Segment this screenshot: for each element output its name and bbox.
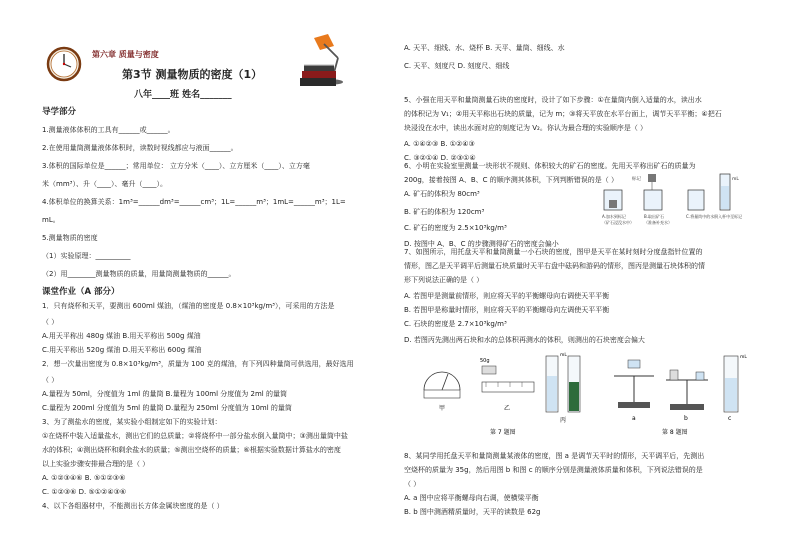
left-line: 以上实验步骤安排最合理的是（ ） [42,460,150,468]
left-line: 4.体积单位的换算关系：1m³=______dm³=______cm³；1L=______m³；1mL=______m³；1L= [42,198,346,206]
label-a: a [632,415,636,422]
right-line: C. 矿石的密度为 2.5×10³kg/m³ [404,224,507,232]
cylinder-bing [546,356,580,412]
left-line: ①在烧杯中装入适量盐水，测出它们的总质量；②将烧杯中一部分盐水倒入量筒中；③测出量筒中盐 [42,432,348,440]
left-line: C.用天平称出 520g 煤油 D.用天平称出 600g 煤油 [42,346,202,354]
label-b: b [684,415,688,422]
balance-a [614,360,654,408]
fig8-caption: 第 8 题图 [662,429,688,436]
section-title: 第3节 测量物质的密度（1） [122,68,263,81]
right-line: B. 矿石的体积为 120cm³ [404,208,485,216]
left-line: （ ） [42,318,59,326]
right-line: D. 若图丙先测出两石块和水的总体积再测水的体积，则测出的石块密度会偏大 [404,336,645,344]
right-line: 的体积记为 V₁；②用天平称出石块的质量，记为 m；③将天平放在水平台面上，调节天平平衡；④把石 [404,110,722,118]
left-line: 米（mm³）、升（____）、毫升（____）。 [42,180,167,188]
label-bing: 丙 [560,417,567,424]
left-line: 1.测量液体体积的工具有______或______。 [42,126,175,134]
right-line: A. 若图甲是测量前情形，则应将天平的平衡螺母向右调使天平平衡 [404,292,610,300]
right-line: 情形，图乙是天平调平后测量石块质量时天平右盘中砝码和游码的情形，图丙是测量石块体积的情 [404,262,705,270]
cylinder-c [724,356,738,412]
left-line: 1．只有烧杯和天平，要测出 600ml 煤油，（煤油的密度是 0.8×10³kg/m³），可采用的方法是 [42,302,335,310]
cylinder-unit: mL [732,177,739,182]
left-line: 3、为了测盐水的密度，某实验小组制定如下的实验计划： [42,418,222,426]
ml-label: mL [740,355,747,360]
beaker-b [644,174,662,210]
right-line: C. ③②①④ D. ②③①④ [404,154,476,162]
fig6-label-c: C.将量筒中的水倒入杯中至标记 [686,214,743,219]
right-line: C. 天平、刻度尺 D. 刻度尺、细线 [404,62,510,70]
left-line: mL。 [42,216,60,224]
fig6-label-a2: （矿石浸没水中） [602,220,634,225]
right-line: 5、小强在用天平和量筒测量石块的密度时，设计了如下步骤：①在量筒内倒入适量的水，读出水 [404,96,702,104]
left-line: 3.体积的国际单位是______；常用单位： 立方分米（____）、立方厘米（____）、立方毫 [42,162,310,170]
fig6-label-a: A.加水到标记 [602,214,626,219]
ml-label: mL [560,353,567,358]
fig6-label-b: B.取出矿石 [644,214,665,219]
right-line: 6、小明在实验室里测量一块形状不规则、体积较大的矿石的密度。先用天平称出矿石的质量为 [404,162,696,170]
fig6-label-b2: （准备补充水） [644,220,672,225]
left-column [42,0,392,560]
right-line: 7、如图所示，用托盘天平和量筒测量一小石块的密度，图甲是天平在某时刻时分度盘指针位置的 [404,248,703,256]
left-line: 4、以下各组器材中，不能测出长方体金属块密度的是（ ） [42,502,224,510]
right-line: A. 矿石的体积为 80cm³ [404,190,480,198]
right-line: 形下列说法正确的是（ ） [404,276,484,284]
right-line: B. 若图甲是称量时情形，则应将天平的平衡螺母向左调使天平平衡 [404,306,610,314]
right-line: 8、某同学用托盘天平和量筒测量某液体的密度，图 a 是调节天平时的情形，天平调平后，先测出 [404,452,705,460]
left-line: A.量程为 50ml，分度值为 1ml 的量筒 B.量程为 100ml 分度值为 2ml 的量筒 [42,390,287,398]
right-line: C. 石块的密度是 2.7×10³kg/m³ [404,320,507,328]
right-line: A. 天平、细线、水、烧杯 B. 天平、量筒、细线、水 [404,44,565,52]
question-7-figure [420,352,600,437]
left-line: 2.在使用量筒测量液体体积时，读数时视线都应与液面______。 [42,144,238,152]
left-line: （1）实验原理：__________ [42,252,131,260]
fig7-caption: 第 7 题图 [490,429,516,436]
right-line: 空烧杯的质量为 35g，然后用图 b 和图 c 的顺序分别是测量液体质量和体积，下列说法错误的是 [404,466,703,474]
weights-yi [482,366,534,392]
left-line: （ ） [42,376,59,384]
mark-label: 标记 [632,177,641,182]
label-jia: 甲 [439,405,446,412]
right-line: 200g，接着按图 A、B、C 的顺序测其体积，下列判断错误的是（ ） [404,176,618,184]
left-line: 导学部分 [42,107,77,117]
left-line: A. ①②③④⑥ B. ⑤①②③⑥ [42,474,126,482]
right-line: B. b 图中测酒精质量时，天平的读数是 62g [404,508,541,516]
right-column [404,0,764,560]
chapter-title: 第六章 质量与密度 [92,50,159,59]
weight-label: 50g [480,358,490,364]
cylinder-c [688,174,730,210]
right-line: D. 按图中 A、B、C 的步骤测得矿石的密度会偏小 [404,240,559,248]
right-line: A. a 图中应将平衡螺母向右调，使横梁平衡 [404,494,539,502]
balance-b [666,370,708,410]
right-line: （ ） [404,480,421,488]
right-line: A. ①④②③ B. ①②④③ [404,140,475,148]
label-yi: 乙 [504,405,511,412]
label-c: c [728,415,732,422]
class-name-line: 八年____班 姓名_______ [134,90,232,100]
left-line: 5.测量物质的密度 [42,234,98,242]
question-8-figure [604,352,754,437]
left-line: C.量程为 200ml 分度值为 5ml 的量筒 D.量程为 250ml 分度值为 10ml 的量筒 [42,404,292,412]
scale-dial-jia [424,372,460,398]
left-line: 水的体积；④测出烧杯和剩余盐水的质量；⑤测出空烧杯的质量；⑥根据实验数据计算盐水的密度 [42,446,341,454]
left-line: 课堂作业（A 部分） [42,287,120,297]
beaker-a [604,190,622,210]
left-line: A.用天平称出 480g 煤油 B.用天平称出 500g 煤油 [42,332,201,340]
question-6-figure [600,168,750,234]
left-line: （2）用________测量物质的质量，用量筒测量物质的______。 [42,270,236,278]
left-line: 2．想一次量出密度为 0.8×10³kg/m³，质量为 100 克的煤油，有下列四种量筒可供选用，最好选用 [42,360,354,368]
left-line: C. ①②③⑥ D. ⑤①②④③⑥ [42,488,127,496]
right-line: 块浸没在水中，读出水面对应的刻度记为 V₂。你认为最合理的实验顺序是（ ） [404,124,648,132]
